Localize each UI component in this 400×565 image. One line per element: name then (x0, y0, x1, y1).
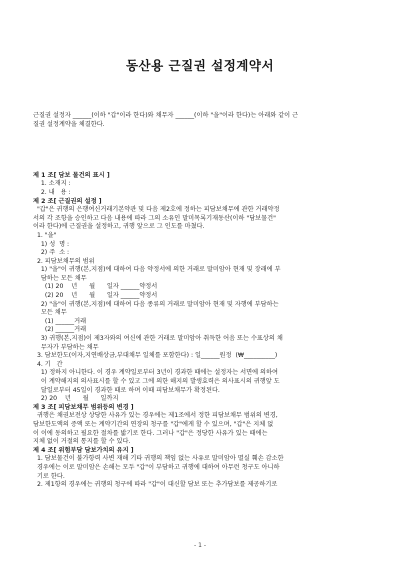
section-line: 3. 담보한도(이자,지연배상금,부대채무 일체를 포함한다) : 일______원정 (₩__________) (33, 352, 278, 360)
document-body (33, 95, 368, 507)
section-line: (1) 20 년 월 일자 ______약정서 (33, 283, 158, 291)
section-line: 2. 피담보채무의 범위 (33, 257, 95, 265)
section-line: (1) ______거래 (33, 317, 87, 325)
intro-paragraph: 근질권 설정자 ______(이하 "갑"이라 한다)와 채무자 ______(이하 "을"이라 한다)는 아래와 같이 근 질권 설정계약을 체결한다. (33, 112, 299, 128)
section-line: 2) 주 소 : (33, 249, 70, 257)
section-heading: 제 4 조[ 위험부담 담보가치의 유지 ] (33, 446, 134, 454)
section-line: 1. 담보물건이 불가항력 사변 재해 기타 귀행의 책임 없는 사유로 말미암아 멸실 훼손 감소한 경우에는 이로 말미암은 손해는 모두 "갑"이 부담하고 귀행에 대하여 아무런 청구도 아니하 기로 한다. (36, 455, 284, 480)
section-line: 2. 내 용 : (33, 188, 71, 196)
sections (33, 172, 368, 490)
section-line: 2) "을"이 귀행(본,지점)에 대하여 다음 종류의 거래로 말미암아 현재 및 자행에 부담하는 모든 채무 (40, 300, 279, 317)
section-line: (2) ______거래 (33, 326, 87, 334)
section-line: 1. 소재지 : (33, 180, 71, 188)
section-line: 1. "을" (33, 231, 57, 239)
document-title: 동산용 근질권 설정계약서 (125, 58, 275, 73)
section-line: (2) 20 년 월 일자 ______약정서 (33, 292, 158, 300)
section-heading: 제 2 조[ 근질권의 설정 ] (33, 197, 102, 205)
section-line: 4. 기 간 (33, 360, 63, 368)
spacer (33, 147, 368, 155)
section-heading: 제 3 조[ 피담보채무 범위등의 변경 ] (33, 403, 134, 411)
section-line: 1) 성 명 : (33, 240, 70, 248)
page-number: - 1 - (194, 542, 206, 549)
section-line: 1) "을"이 귀행(본,지점)에 대하여 다음 약정서에 의한 거래로 말미암아 현재 및 장래에 부 담하는 모든 채무 (40, 266, 281, 282)
section-line: 2. 제1항의 경우에는 귀행의 청구에 따라 "갑"이 대신할 담보 또는 추가담보를 제공하기로 (33, 481, 278, 489)
section-heading: 제 1 조[ 담보 물건의 표시 ] (33, 171, 110, 179)
section-line: 2) 20 년 월 일까지 (33, 395, 119, 403)
section-line: 1) 정하지 아니한다. 이 경우 계약일로부터 3년이 경과한 때에는 설정자는 서면에 의하여 이 계약해지의 의사표시를 할 수 있고 그에 의한 해지의 발생효력은 의사표시의 귀행앞 도 달일로부터 45일이 경과한 때로 하며 이때 피담보채무가 확정된다. (40, 369, 280, 394)
section-line: 귀행은 채권보전상 상당한 사유가 있는 경우에는 제1조에서 정한 피담보채무 범위의 변경, 담보한도액의 증액 또는 계약기간의 연장의 청구를 "갑"에게 할 수 있으며, "갑"은 지체 없 이 이에 동의하고 필요한 절차를 밟기로 한다. 그러나 "갑"은 정당한 사유가 있는 때에는 지체 없이 거절의 통지를 할 수 있다. (33, 412, 278, 446)
section-line: 3) 귀행(본,지점)이 제3자와의 여신에 관한 거래로 말미암아 취득한 어음 또는 수표상의 채 무자가 부담하는 채무 (40, 335, 283, 351)
section-line: "갑"은 귀행의 은행여신거래기본약관 및 다음 제2호에 정하는 피담보채무에 관한 거래약정 서의 각 조항을 승인하고 다음 내용에 따라 그의 소유인 말미목록기재동산(이하 "담보물건" 이라 한다)에 근질권을 설정하고, 귀행 앞으로 그 인도를 마쳤다. (33, 206, 280, 231)
